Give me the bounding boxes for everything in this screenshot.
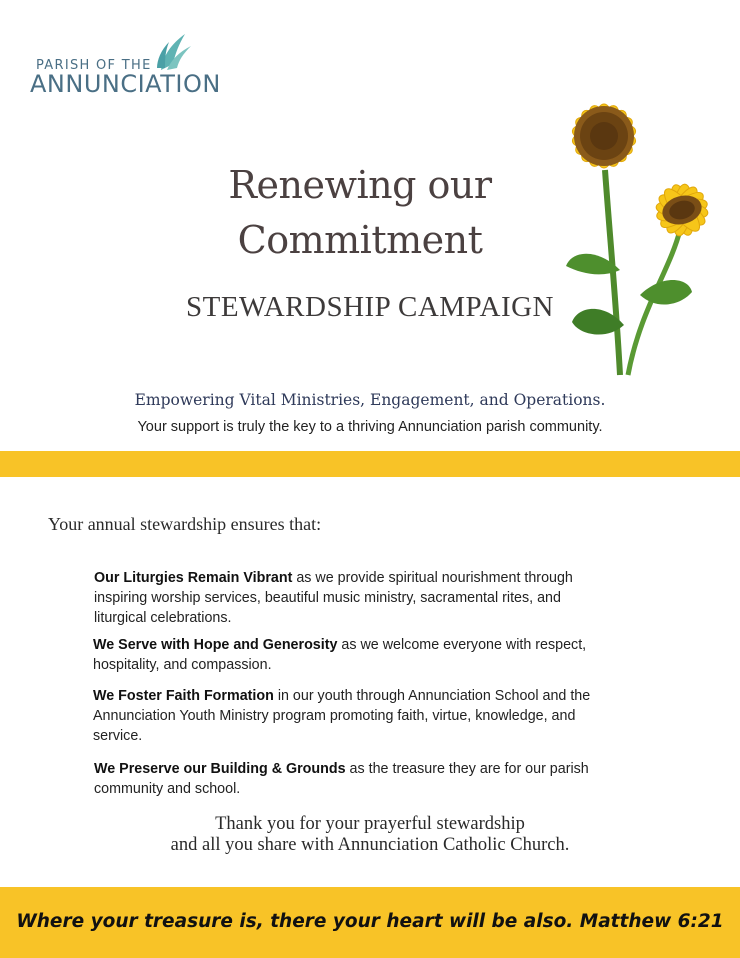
list-item-building xyxy=(94,759,654,799)
item-text: as we welcome everyone with respect, xyxy=(337,637,587,653)
thank-you-message xyxy=(0,814,740,856)
item-text: community and school. xyxy=(94,781,241,797)
page-title-line1: Renewing our xyxy=(228,163,492,207)
thank-you-line2: and all you share with Annunciation Catholic Church. xyxy=(170,835,570,855)
tagline-headline: Empowering Vital Ministries, Engagement, and Operations. xyxy=(134,391,606,409)
item-text: Annunciation Youth Ministry program promoting faith, virtue, knowledge, and xyxy=(93,708,576,724)
campaign-subtitle: STEWARDSHIP CAMPAIGN xyxy=(186,291,554,323)
tagline-support: Your support is truly the key to a thriving Annunciation parish community. xyxy=(137,419,603,435)
item-text: service. xyxy=(93,728,143,744)
logo-annunciation: ANNUNCIATION xyxy=(30,70,221,98)
list-item-liturgies xyxy=(94,568,654,628)
item-title: We Preserve our Building & Grounds xyxy=(94,761,346,777)
item-text: as the treasure they are for our parish xyxy=(345,761,589,777)
item-text: liturgical celebrations. xyxy=(94,610,232,626)
item-text: as we provide spiritual nourishment through xyxy=(292,570,573,586)
item-title: We Foster Faith Formation xyxy=(93,688,274,704)
sunflowers-illustration xyxy=(520,70,735,380)
item-title: We Serve with Hope and Generosity xyxy=(93,637,338,653)
page-title-line2: Commitment xyxy=(237,218,483,262)
divider-band xyxy=(0,451,740,477)
item-text: hospitality, and compassion. xyxy=(93,657,272,673)
item-text: in our youth through Annunciation School and the xyxy=(273,688,591,704)
item-title: Our Liturgies Remain Vibrant xyxy=(94,570,293,586)
flame-leaf-icon xyxy=(155,30,195,72)
list-item-serve xyxy=(93,635,653,675)
list-item-faith-formation xyxy=(93,686,653,746)
item-text: inspiring worship services, beautiful music ministry, sacramental rites, and xyxy=(94,590,561,606)
thank-you-line1: Thank you for your prayerful stewardship xyxy=(215,814,525,834)
logo-parish-of-the: PARISH OF THE xyxy=(36,58,152,73)
stewardship-intro: Your annual stewardship ensures that: xyxy=(48,514,322,534)
footer-verse: Where your treasure is, there your heart will be also. Matthew 6:21 xyxy=(16,911,724,932)
